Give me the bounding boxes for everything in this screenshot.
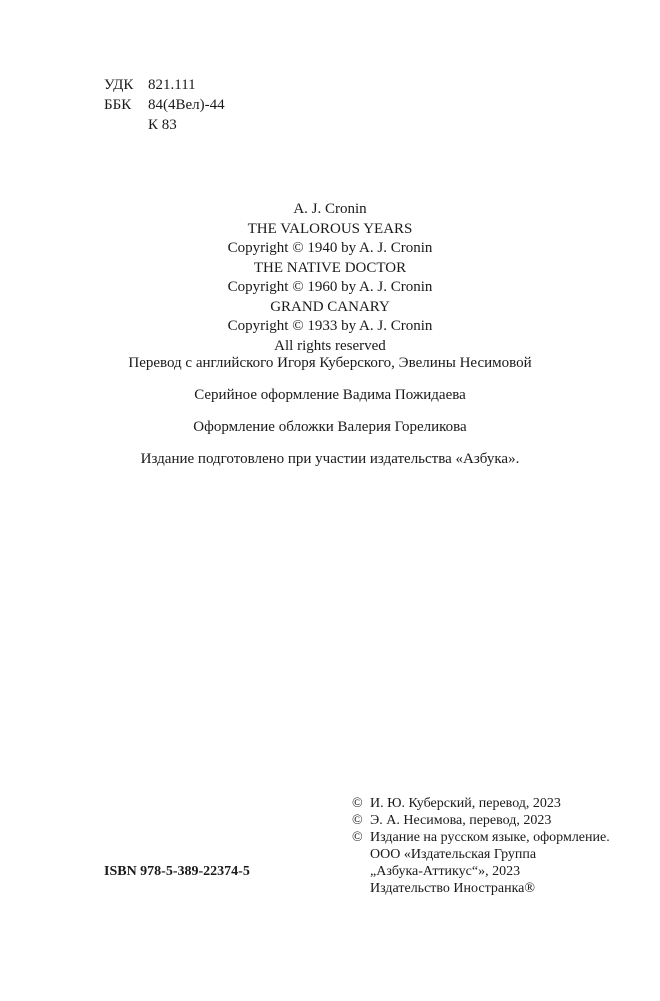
title-native-doctor: THE NATIVE DOCTOR xyxy=(253,259,407,276)
copyright-1940: Copyright © 1940 by A. J. Cronin xyxy=(227,240,433,256)
copyright-symbol: © xyxy=(352,813,363,828)
credit-publisher-participation: Издание подготовлено при участии издательства «Азбука». xyxy=(140,451,520,467)
rights-row xyxy=(352,846,610,863)
credit-translation: Перевод с английского Игоря Куберского, Эвелины Несимовой xyxy=(128,355,532,371)
rights-text: Э. А. Несимова, перевод, 2023 xyxy=(370,813,552,828)
original-copyright-block xyxy=(0,200,660,356)
rights-row xyxy=(352,863,610,880)
author-mark-label xyxy=(104,116,148,136)
rights-row xyxy=(352,829,610,846)
russian-rights-block xyxy=(352,795,610,897)
copyright-1960: Copyright © 1960 by A. J. Cronin xyxy=(227,279,433,295)
copyright-symbol-empty xyxy=(352,846,370,863)
copyright-symbol: © xyxy=(352,796,363,811)
bbk-label: ББК xyxy=(104,97,132,113)
copyright-1933: Copyright © 1933 by A. J. Cronin xyxy=(227,318,433,334)
rights-text: Издательство Иностранка® xyxy=(370,881,536,896)
credit-series-design: Серийное оформление Вадима Пожидаева xyxy=(194,387,466,403)
bbk-row xyxy=(104,96,225,116)
author-mark-row xyxy=(104,116,225,136)
title-grand-canary: GRAND CANARY xyxy=(270,298,390,315)
udk-label: УДК xyxy=(104,77,134,93)
copyright-symbol-empty xyxy=(352,863,370,880)
udk-value: 821.111 xyxy=(148,77,196,93)
rights-row xyxy=(352,795,610,812)
isbn: ISBN 978-5-389-22374-5 xyxy=(104,864,250,879)
rights-text: И. Ю. Куберский, перевод, 2023 xyxy=(370,796,561,811)
rights-row xyxy=(352,880,610,897)
classification-block xyxy=(104,76,225,136)
udk-row xyxy=(104,76,225,96)
rights-text: ООО «Издательская Группа xyxy=(370,847,537,862)
rights-text: Издание на русском языке, оформление. xyxy=(370,830,610,845)
rights-row xyxy=(352,812,610,829)
copyright-symbol: © xyxy=(352,830,363,845)
bbk-value: 84(4Вел)-44 xyxy=(148,97,225,113)
author-mark-value: К 83 xyxy=(148,117,177,133)
rights-text: „Азбука-Аттикус“», 2023 xyxy=(370,864,521,879)
copyright-symbol-empty xyxy=(352,880,370,897)
all-rights-reserved: All rights reserved xyxy=(274,337,386,354)
credit-cover-design: Оформление обложки Валерия Гореликова xyxy=(193,419,467,435)
title-valorous-years: THE VALOROUS YEARS xyxy=(247,220,413,237)
author-name: A. J. Cronin xyxy=(293,201,367,217)
